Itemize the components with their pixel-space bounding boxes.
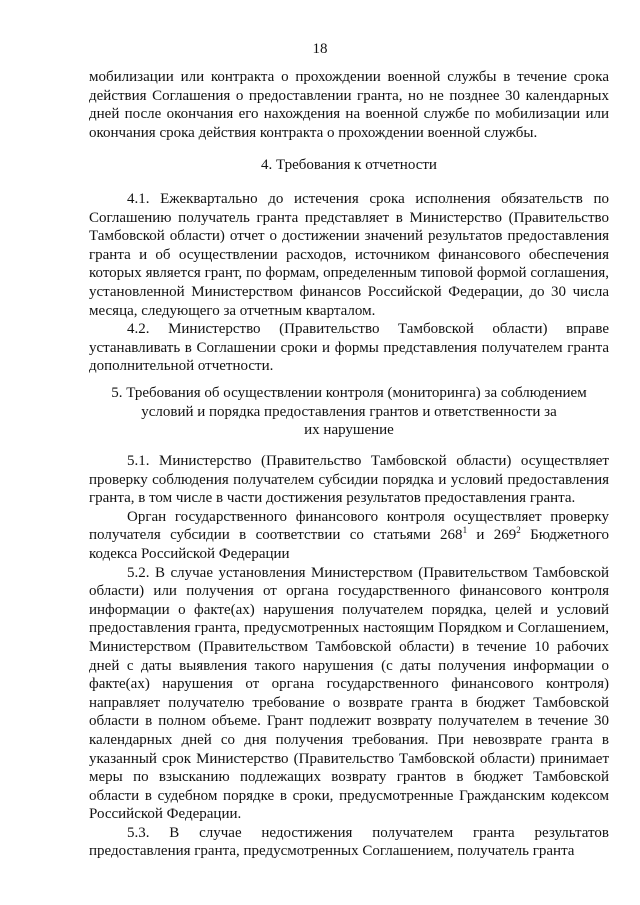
paragraph-5-1-audit <box>89 508 609 564</box>
intro-paragraph-block <box>89 68 609 142</box>
paragraph-4-2: 4.2. Министерство (Правительство Тамбовской области) вправе устанавливать в Соглашении сроки и формы представления получателем гранта дополнительной отчетности. <box>89 321 609 375</box>
paragraph-5-1: 5.1. Министерство (Правительство Тамбовской области) осуществляет проверку соблюдения получателем субсидии порядка и условий предоставления гранта, в том числе в части достижения результатов предоставления гранта. <box>89 453 609 507</box>
section-4-body <box>89 190 609 376</box>
section-5-body <box>89 452 609 861</box>
audit-text-before: Орган государственного финансового контроля осуществляет проверку получателя субсидии в соответствии со статьями 268 <box>89 508 609 544</box>
section-5-heading-line-3: их нарушение <box>304 422 394 439</box>
section-5-heading-line-2: условий и порядка предоставления грантов и ответственности за <box>141 403 557 420</box>
audit-text-middle: и 269 <box>467 527 517 544</box>
paragraph-5-2: 5.2. В случае установления Министерством (Правительством Тамбовской области) или получения от органа государственного финансового контроля информации о факте(ах) нарушения получателем порядка, целей и условий предоставления гранта, предусмотренных настоящим Порядком и Соглашением, Министерством (Правительством Тамбовской области) в течение 10 рабочих дней с даты выявления такого нарушения (с даты получения информации о факте(ах) нарушения от органа государственного финансового контроля) направляет получателю требование о возврате гранта в бюджет Тамбовской области в полном объеме. Грант подлежит возврату получателем в течение 30 календарных дней со дня получения требования. При невозврате гранта в указанный срок Министерство (Правительство Тамбовской области) принимает меры по взысканию подлежащих возврату грантов в бюджет Тамбовской области в судебном порядке в сроки, предусмотренные Гражданским кодексом Российской Федерации. <box>89 564 609 823</box>
page-number: 18 <box>312 41 328 57</box>
paragraph-4-1: 4.1. Ежеквартально до истечения срока исполнения обязательств по Соглашению получатель гранта представляет в Министерство (Правительство Тамбовской области) отчет о достижении значений результатов предоставления гранта и об осуществлении расходов, источником финансового обеспечения которых является грант, по формам, определенным типовой формой соглашения, установленной Министерством финансов Российской Федерации, до 30 числа месяца, следующего за отчетным кварталом. <box>89 191 609 319</box>
section-4-heading-block <box>89 156 609 175</box>
section-5-heading-line-1: 5. Требования об осуществлении контроля (мониторинга) за соблюдением <box>111 385 587 401</box>
section-5-heading-block <box>89 384 609 440</box>
intro-paragraph: мобилизации или контракта о прохождении военной службы в течение срока действия Соглашения о предоставлении гранта, но не позднее 30 календарных дней после окончания его нахождения на военной службе по мобилизации или окончания срока действия контракта о прохождении военной службы. <box>89 69 609 141</box>
audit-text-after: Бюджетного кодекса Российской Федерации <box>89 527 610 562</box>
section-4-heading: 4. Требования к отчетности <box>261 157 437 173</box>
paragraph-5-3: 5.3. В случае недостижения получателем гранта результатов предоставления гранта, предусмотренных Соглашением, получатель гранта <box>89 824 609 860</box>
article-269-superscript: 2 <box>516 525 521 536</box>
article-268-superscript: 1 <box>462 525 468 536</box>
